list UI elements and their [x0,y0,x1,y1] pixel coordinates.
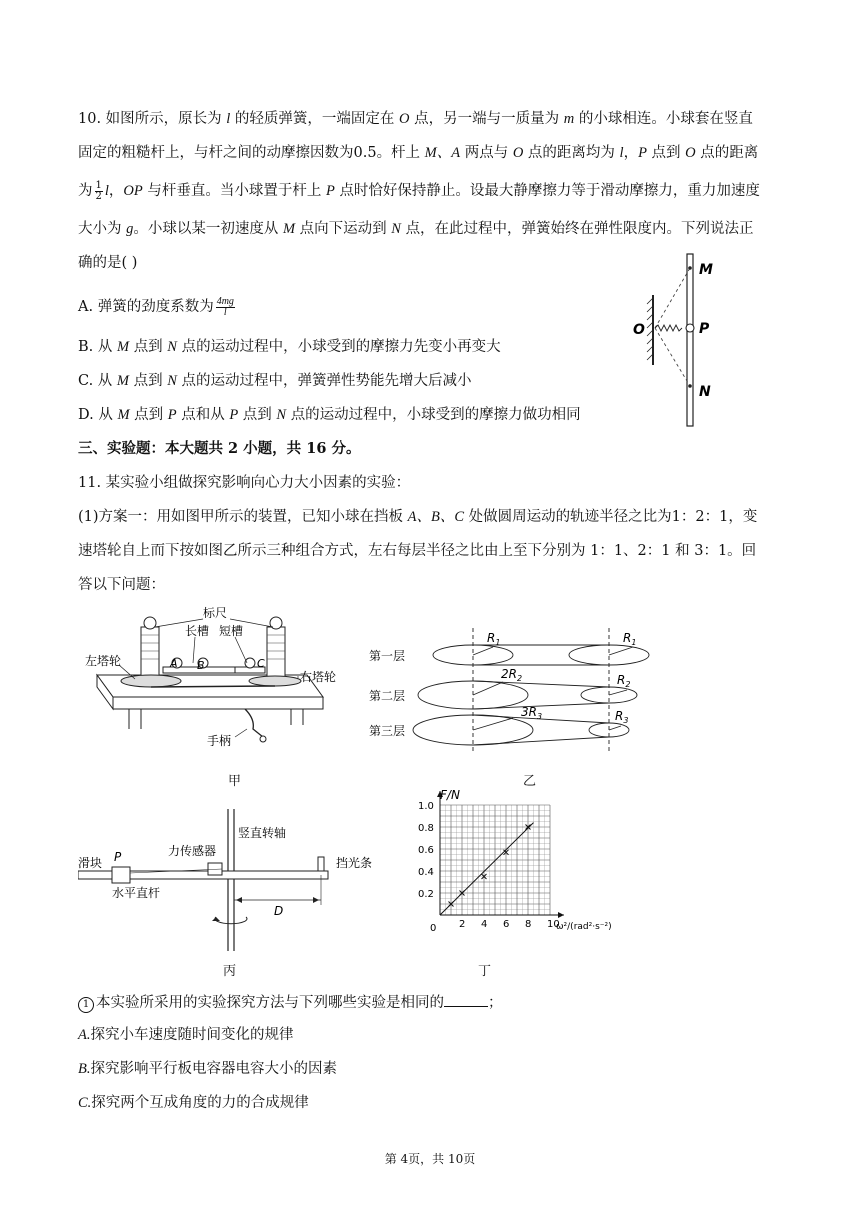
q10-option-c: C. 从 M 点到 N 点的运动过程中，弹簧弹性势能先增大后减小 [78,373,472,389]
label-layer3: 第三层 [369,724,406,738]
q10-option-d: D. 从 M 点到 P 点和从 P 点到 N 点的运动过程中，小球受到的摩擦力做功相同 [78,407,581,423]
caption-bing: 丙 [223,964,237,979]
q11-choice-b: B.探究影响平行板电容器电容大小的因素 [78,1061,337,1077]
label-C: C [257,657,265,670]
y-tick-label: 0.8 [418,823,434,834]
label-P: P [699,321,710,337]
x-tick-label: 4 [481,919,488,930]
label-M: M [699,262,713,278]
caption-yi: 乙 [523,774,537,789]
x-axis-arrow [558,912,564,918]
label-changcao: 长槽 [185,624,210,638]
q10-line-2: 固定的粗糙杆上，与杆之间的动摩擦因数为0.5。杆上 M、A 两点与 O 点的距离均为 l，P 点到 O 点的距离 [78,145,759,161]
label-2R2: $2R_2$ [501,667,523,683]
section-heading: 三、实验题：本大题共 2 小题，共 16 分。 [78,440,361,457]
y-axis-label: F/N [440,788,460,802]
q10-line-3: 为 $\frac{1}{2}$ l，OP 与杆垂直。当小球置于杆上 P 点时恰好保持静止。设最大静摩擦力等于滑动摩擦力，重力加速度 [78,179,760,202]
q10-line-5: 确的是( ) [78,255,138,271]
vertical-rod [687,254,693,426]
label-layer2: 第二层 [369,689,406,703]
label-B: B [197,659,205,672]
x-tick-label: 8 [525,919,532,930]
q10-line-1: 10. 如图所示，原长为 l 的轻质弹簧，一端固定在 O 点，另一端与一质量为 m 的小球相连。小球套在竖直 [78,111,753,127]
q11-choice-a: A.探究小车速度随时间变化的规律 [78,1027,294,1043]
label-biaochi: 标尺 [203,606,228,620]
caption-jia: 甲 [228,774,242,789]
label-shuzhi: 竖直转轴 [238,826,287,840]
label-lichuanganqi: 力传感器 [168,844,217,858]
right-pulley [249,676,301,686]
chart-marks [440,823,534,915]
page-footer: 第 4页，共 10页 [384,1152,476,1166]
slider-block [112,867,130,883]
label-R2-right: $R_2$ [617,673,631,689]
left-tower [141,627,159,677]
table-front [113,697,323,709]
point-N [688,384,692,388]
q11-choice-c: C.探究两个互成角度的力的合成规律 [78,1095,309,1111]
origin-label: 0 [430,923,437,934]
fraction-half: $\frac{1}{2}$ [95,179,102,202]
label-zuotalun: 左塔轮 [85,654,122,668]
label-youtalun: 右塔轮 [300,670,337,684]
label-N: N [699,384,711,400]
figure-bing-apparatus [78,805,398,955]
left-pulley [121,675,181,687]
ball [686,324,694,332]
x-axis-label: ω²/(rad²·s⁻²) [556,922,612,932]
rotation-arrow [215,917,247,924]
x-tick-label: 2 [459,919,466,930]
point-M [688,266,692,270]
dashed-ON [655,328,690,386]
right-tower [267,627,285,677]
handle [245,709,263,737]
q10-option-b: B. 从 M 点到 N 点的运动过程中，小球受到的摩擦力先变小再变大 [78,339,501,355]
label-R1-left: $R_1$ [487,631,501,647]
figure-jia-apparatus [85,605,360,755]
spring [655,325,682,331]
label-shuiping: 水平直杆 [112,886,161,900]
belt [151,686,275,687]
label-A: A [170,657,178,670]
y-tick-label: 0.4 [418,867,434,878]
label-dangguang: 挡光条 [336,856,373,870]
q10-spring-figure [625,250,735,430]
label-P: P [114,850,122,864]
fit-line [440,823,534,915]
label-D: D [274,904,284,918]
fraction-k: $\frac{4mg}{l}$ [216,295,234,318]
label-layer1: 第一层 [369,649,406,663]
dashed-OM [655,268,690,328]
label-O: O [633,322,645,338]
y-tick-label: 0.2 [418,889,434,900]
q10-option-a: A. 弹簧的劲度系数为 $\frac{4mg}{l}$ [78,295,234,318]
q11-line-1: 11. 某实验小组做探究影响向心力大小因素的实验： [78,475,411,491]
x-tick-label: 6 [503,919,510,930]
q11-line-2: (1)方案一：用如图甲所示的装置，已知小球在挡板 A、B、C 处做圆周运动的轨迹半径之比为1：2：1，变 [78,509,758,525]
label-3R3: $3R_3$ [521,705,543,721]
light-blocker [318,857,324,871]
label-duancao: 短槽 [219,624,244,638]
y-tick-label: 0.6 [418,845,434,856]
q10-line-4: 大小为 g。小球以某一初速度从 M 点向下运动到 N 点，在此过程中，弹簧始终在弹性限度内。下列说法正 [78,221,754,237]
q11-sub1: 1 本实验所采用的实验探究方法与下列哪些实验是相同的 ； [78,992,503,1014]
figure-ding-graph [410,785,640,945]
q11-line-3: 速塔轮自上而下按如图乙所示三种组合方式，左右每层半径之比由上至下分别为 1：1、2：1 和 3：1。回 [78,543,757,559]
q11-line-4: 答以下问题： [78,577,165,593]
label-R1-right: $R_1$ [623,631,637,647]
label-huakuai: 滑块 [78,856,103,870]
caption-ding: 丁 [478,964,492,979]
answer-blank[interactable] [444,992,488,1007]
label-R3-right: $R_3$ [615,709,629,725]
label-shoubing: 手柄 [207,734,232,748]
y-tick-label: 1.0 [418,801,434,812]
x-tick-label: 10 [547,919,560,930]
figure-yi-pulleys [365,620,655,755]
